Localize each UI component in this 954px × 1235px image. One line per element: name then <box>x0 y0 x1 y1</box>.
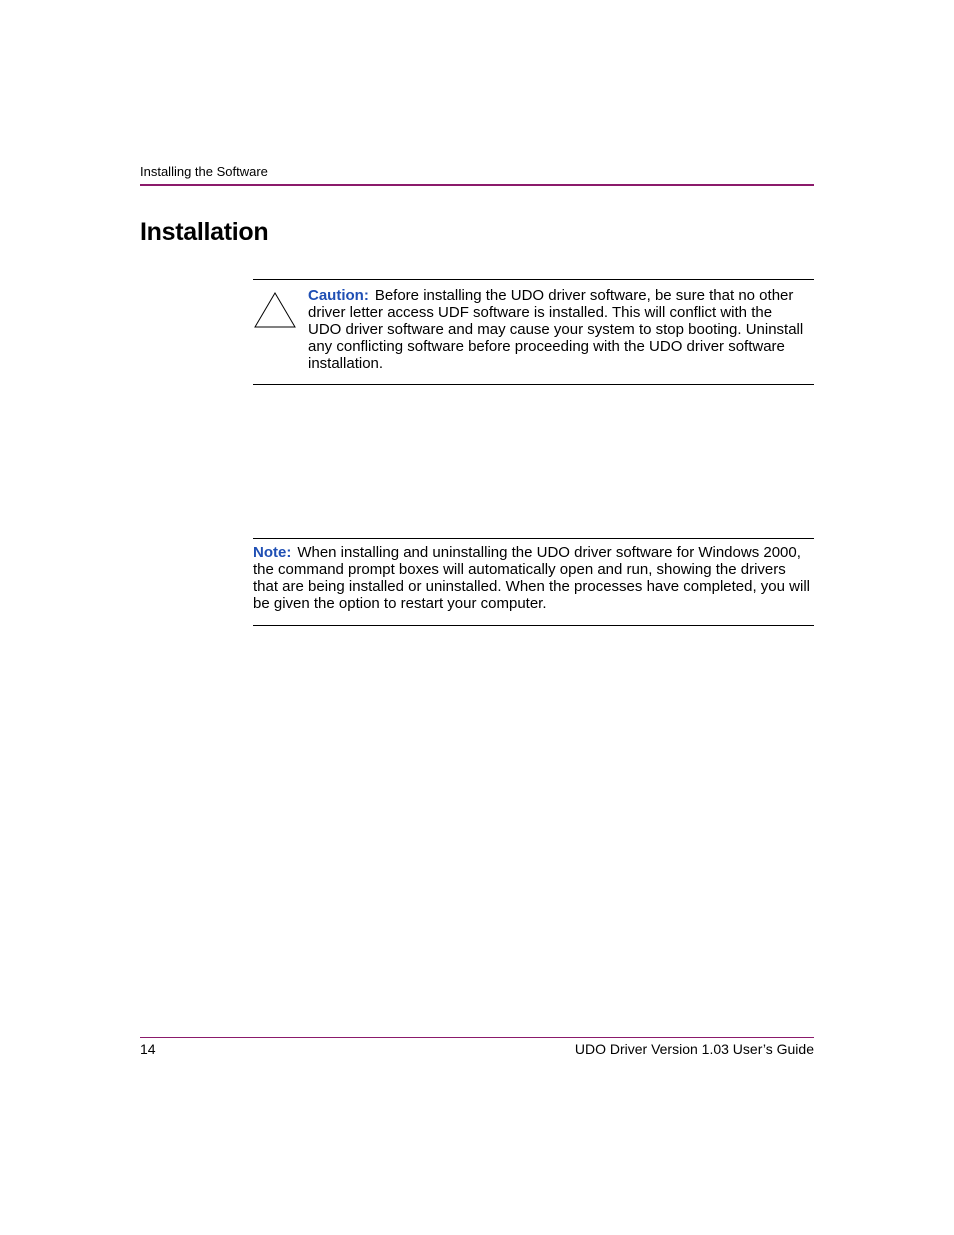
header-rule <box>140 184 814 186</box>
note-text-block <box>253 544 811 612</box>
running-header: Installing the Software <box>140 164 268 179</box>
note-notice <box>253 538 814 626</box>
caution-notice <box>253 279 814 385</box>
footer-doc-title: UDO Driver Version 1.03 User’s Guide <box>574 1041 814 1057</box>
page-number: 14 <box>140 1041 156 1057</box>
footer-rule <box>140 1037 814 1038</box>
caution-text-block <box>308 287 808 372</box>
caution-triangle-icon <box>253 291 297 329</box>
note-label: Note: <box>253 544 292 561</box>
caution-label: Caution: <box>308 287 369 304</box>
caution-body: Before installing the UDO driver software, be sure that no other driver letter access UDF software is installed. This will conflict with the UDO driver software and may cause your system to stop booting. Uninstall any conflicting software before proceeding with the UDO driver software installation. <box>308 287 804 372</box>
note-body: When installing and uninstalling the UDO driver software for Windows 2000, the command prompt boxes will automatically open and run, showing the drivers that are being installed or uninstalled. When the processes have completed, you will be given the option to restart your computer. <box>253 544 810 612</box>
section-title: Installation <box>140 218 269 246</box>
